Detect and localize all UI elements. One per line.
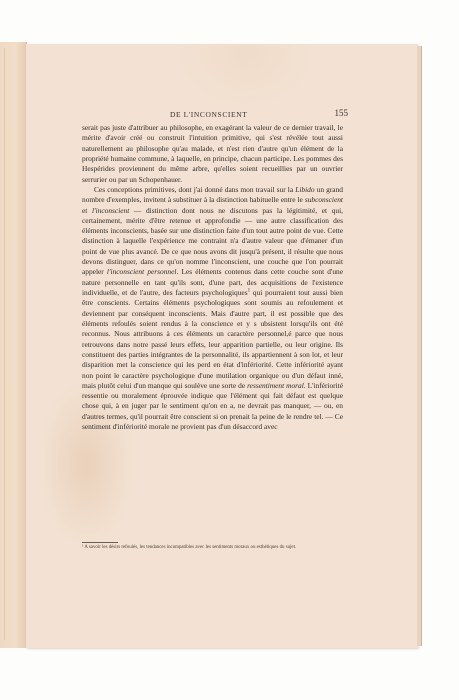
left-page-edge — [0, 42, 27, 648]
paragraph-2-text-4: — distinction dont nous ne discutons pas la légitimité, et qui, certainement, mérite d'être retenue et approfondie — une autre classification des éléments inconscients, basée sur une distinction faite d'un tout autre point de vue. Cette distinction à laquelle l'expérience me contraint n'a d'autre valeur que d'émaner d'un point de vue plus avancé. De ce que nous avons dit jusqu'à présent, il résulte que nous devons distinguer, dans ce qu'on nomme l'inconscient, une couche que l'on pourrait appeler — [82, 205, 343, 277]
footnote-marker: 1 — [247, 288, 251, 294]
page-header — [170, 108, 348, 120]
page-number: 155 — [334, 108, 348, 118]
paragraph-1-text: serait pas juste d'attribuer au philosophe, en exagérant la valeur de ce dernier travail, le mérite d'avoir créé ou construit l'intuition primitive, qui s'est révélée tout aussi naturellement au philosophe qu'au malade, et n'est rien d'autre qu'un élément de la propriété humaine commune, à laquelle, en principe, chacun participe. Les pommes des Hespérides proviennent du même arbre, qu'elles soient recueillies par un ouvrier serrurier ou par un Schopenhauer. — [82, 123, 343, 184]
paragraph-2 — [82, 185, 343, 433]
footnote: ¹ A savoir les désirs refoulés, les tendances incompatibles avec les sentiments moraux ou esthétiques du sujet. — [82, 545, 297, 550]
paragraph-2-text-2: un grand nombre d'exemples, invitent à substituer à la distinction habituelle entre le — [82, 184, 343, 205]
italic-inconscient-personnel: l'inconscient personnel — [106, 267, 177, 277]
paragraph-2-text-1: Ces conceptions primitives, dont j'ai donné dans mon travail sur la — [94, 184, 296, 194]
paragraph-2-text-6: qui pourraient tout aussi bien être conscients. Certains éléments psychologiques sont soumis au refoulement et deviennent par conséquent inconscients. Mais d'autre part, il est possible que des éléments refoulés soient rendus à la conscience et y s ubsistent lorsqu'ils ont été reconnus. Nous attribuons à ces éléments un caractère personnel,é parce que nous retrouvons dans notre passé leurs effets, leur apparition partielle, ou leur origine. Ils constituent des parties intégrantes de la personnalité, ils appartiennent à son lot, et leur disparition met la conscience qui les perd en état d'infériorité. Cette infériorité ayant non point le caractère psychologique d'une mutilation organique ou d'un défaut inné, mais plutôt celui d'un manque qui soulève une sorte de — [82, 288, 343, 390]
footnote-divider — [82, 542, 118, 543]
italic-subconscient: subconscient — [304, 195, 343, 205]
body-text — [82, 123, 343, 432]
right-page-edge — [417, 46, 422, 646]
paragraph-1 — [82, 123, 343, 185]
paragraph-2-text-3: et — [82, 205, 92, 215]
paragraph-2-text-7: . L'infériorité ressentie ou moralement éprouvée indique que l'élément qui fait défaut est quelque chose qui, à en juger par le sentiment qu'on en a, ne devrait pas manquer, — ou, en d'autres termes, qu'il pourrait être conscient si on prenait la peine de le rendre tel. — Ce sentiment d'infériorité morale ne provient pas d'un désaccord avec — [82, 380, 344, 432]
paragraph-2-text-5: . Les éléments contenus dans cette couche sont d'une nature personnelle en tant qu'ils sont, d'une part, des acquisitions de l'existence individuelle, et de l'autre, des facteurs psychologiques — [82, 267, 344, 297]
italic-inconscient: l'inconscient — [91, 205, 130, 215]
italic-libido: Libido — [295, 184, 315, 194]
running-head: DE L'INCONSCIENT — [170, 110, 248, 119]
italic-ressentiment-moral: ressentiment moral — [247, 380, 304, 390]
